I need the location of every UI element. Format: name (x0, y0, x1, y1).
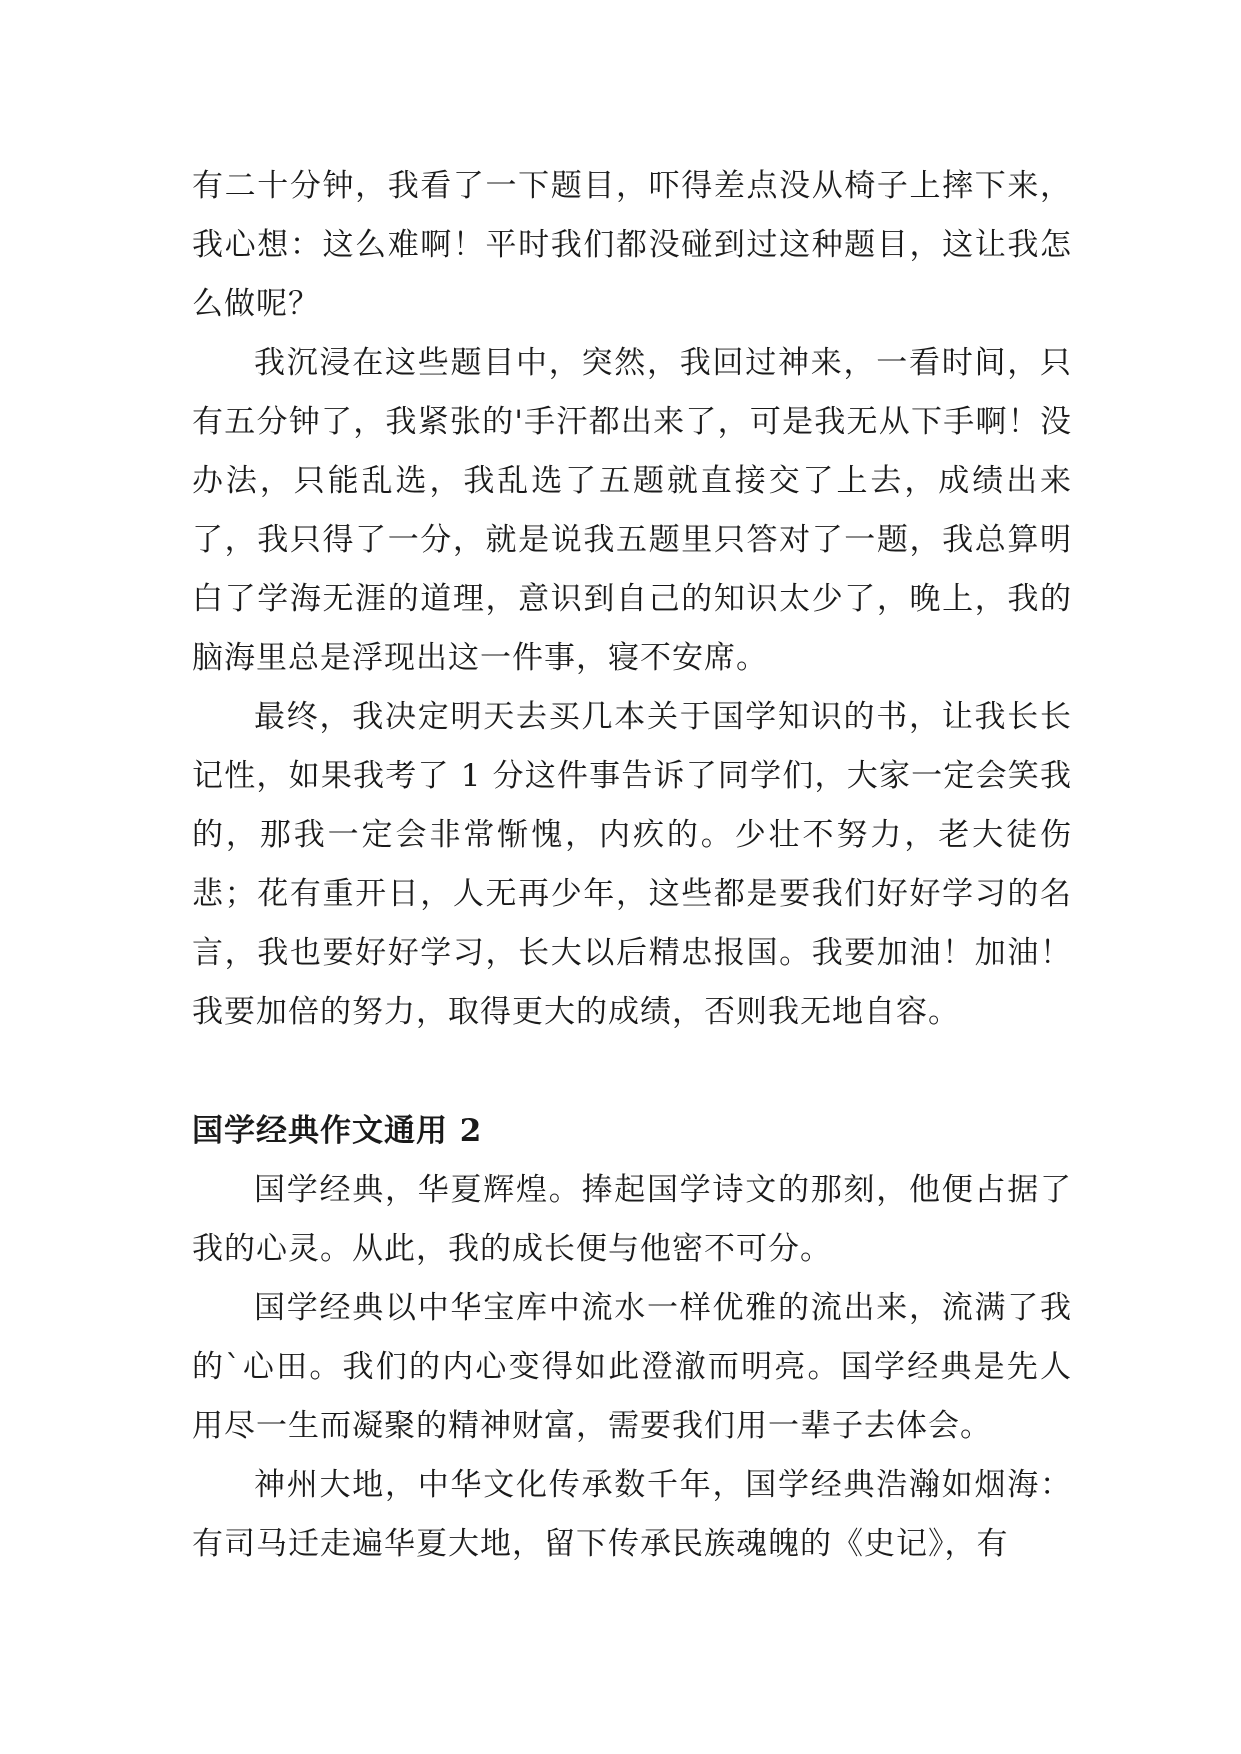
paragraph-continuation: 有二十分钟，我看了一下题目，吓得差点没从椅子上摔下来，我心想：这么难啊！平时我们都没碰到过这种题目，这让我怎么做呢？ (192, 168, 1072, 322)
paragraph-treasure: 国学经典以中华宝库中流水一样优雅的流出来，流满了我的`心田。我们的内心变得如此澄澈而明亮。国学经典是先人用尽一生而凝聚的精神财富，需要我们用一辈子去体会。 (192, 1290, 1072, 1444)
paragraph-resolution: 最终，我决定明天去买几本关于国学知识的书，让我长长记性，如果我考了 1 分这件事告诉了同学们，大家一定会笑我的，那我一定会非常惭愧，内疚的。少壮不努力，老大徒伤悲；花有重开日，人无再少年，这些都是要我们好好学习的名言，我也要好好学习，长大以后精忠报国。我要加油！加油！我要加倍的努力，取得更大的成绩，否则我无地自容。 (192, 699, 1072, 1030)
paragraph-heritage: 神州大地，中华文化传承数千年，国学经典浩瀚如烟海：有司马迁走遍华夏大地，留下传承民族魂魄的《史记》，有 (192, 1467, 1072, 1562)
paragraph-intro: 国学经典，华夏辉煌。捧起国学诗文的那刻，他便占据了我的心灵。从此，我的成长便与他密不可分。 (192, 1172, 1072, 1267)
section-title: 国学经典作文通用 2 (192, 1113, 483, 1149)
document-body (192, 157, 1072, 1574)
section-gap (192, 1042, 1072, 1102)
paragraph-exam: 我沉浸在这些题目中，突然，我回过神来，一看时间，只有五分钟了，我紧张的'手汗都出来了，可是我无从下手啊！没办法，只能乱选，我乱选了五题就直接交了上去，成绩出来了，我只得了一分，就是说我五题里只答对了一题，我总算明白了学海无涯的道理，意识到自己的知识太少了，晚上，我的脑海里总是浮现出这一件事，寝不安席。 (192, 345, 1072, 676)
